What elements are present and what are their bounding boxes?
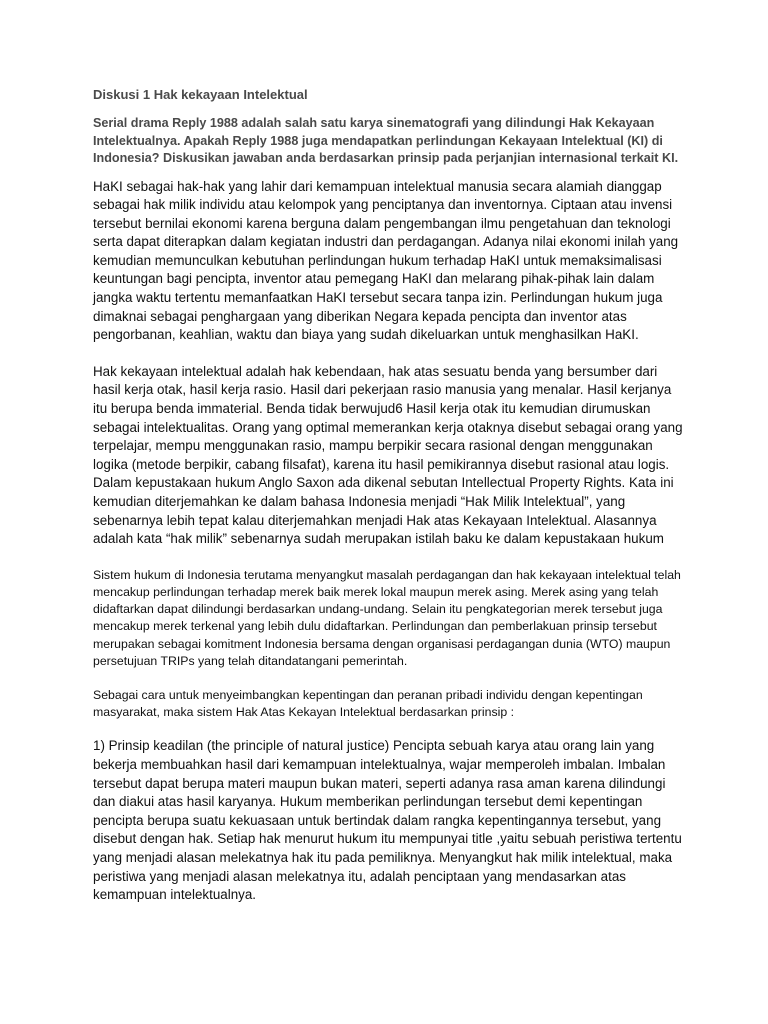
paragraph-prinsip-keadilan: 1) Prinsip keadilan (the principle of natural justice) Pencipta sebuah karya atau orang lain yang bekerja membuahkan hasil dari kemampuan intelektualnya, wajar memperoleh imbalan. Imbalan tersebut dapat berupa materi maupun bukan materi, seperti adanya rasa aman karena dilindungi dan diakui atas hasil karyanya. Hukum memberikan perlindungan tersebut demi kepentingan pencipta berupa suatu kekuasaan untuk bertindak dalam rangka kepentingannya tersebut, yang disebut dengan hak. Setiap hak menurut hukum itu mempunyai title ,yaitu sebuah peristiwa tertentu yang menjadi alasan melekatnya hak itu pada pemiliknya. Menyangkut hak milik intelektual, maka peristiwa yang menjadi alasan melekatnya itu, adalah penciptaan yang mendasarkan atas kemampuan intelektualnya.	[93, 738, 682, 903]
paragraph-sistem-hukum: Sistem hukum di Indonesia terutama menyangkut masalah perdagangan dan hak kekayaan intelektual telah mencakup perlindungan terhadap merek baik merek lokal maupun merek asing. Merek asing yang telah didaftarkan dapat dilindungi berdasarkan undang-undang. Selain itu pengkategorian merek tersebut juga mencakup merek terkenal yang lebih dulu didaftarkan. Perlindungan dan pemberlakuan prinsip tersebut merupakan sebagai komitment Indonesia bersama dengan organisasi perdagangan dunia (WTO) maupun persetujuan TRIPs yang telah ditandatangani pemerintah.	[93, 567, 681, 668]
discussion-question: Serial drama Reply 1988 adalah salah satu karya sinematografi yang dilindungi Hak Kekayaan Intelektualnya. Apakah Reply 1988 juga mendapatkan perlindungan Kekayaan Intelektual (KI) di Indonesia? Diskusikan jawaban anda berdasarkan prinsip pada perjanjian internasional terkait KI.	[93, 116, 679, 165]
paragraph-hak-kebendaan: Hak kekayaan intelektual adalah hak kebendaan, hak atas sesuatu benda yang bersumber dari hasil kerja otak, hasil kerja rasio. Hasil dari pekerjaan rasio manusia yang menalar. Hasil kerjanya itu berupa benda immaterial. Benda tidak berwujud6 Hasil kerja otak itu kemudian dirumuskan sebagai intelektualitas. Orang yang optimal memerankan kerja otaknya disebut sebagai orang yang terpelajar, mempu menggunakan rasio, mampu berpikir secara rasional dengan menggunakan logika (metode berpikir, cabang filsafat), karena itu hasil pemikirannya disebut rasional atau logis. Dalam kepustakaan hukum Anglo Saxon ada dikenal sebutan Intellectual Property Rights. Kata ini kemudian diterjemahkan ke dalam bahasa Indonesia menjadi “Hak Milik Intelektual”, yang sebenarnya lebih tepat kalau diterjemahkan menjadi Hak atas Kekayaan Intelektual. Alasannya adalah kata “hak milik” sebenarnya sudah merupakan istilah baku ke dalam kepustakaan hukum	[93, 363, 683, 547]
paragraph-prinsip-intro: Sebagai cara untuk menyeimbangkan kepentingan dan peranan pribadi individu dengan kepentingan masyarakat, maka sistem Hak Atas Kekayan Intelektual berdasarkan prinsip :	[93, 688, 643, 720]
document-page	[93, 86, 685, 923]
paragraph-haki-definition: HaKI sebagai hak-hak yang lahir dari kemampuan intelektual manusia secara alamiah dianggap sebagai hak milik individu atau kelompok yang penciptanya dan inventornya. Ciptaan atau invensi tersebut bernilai ekonomi karena berguna dalam pengembangan ilmu pengetahuan dan teknologi serta dapat diterapkan dalam kegiatan industri dan perdagangan. Adanya nilai ekonomi inilah yang kemudian memunculkan kebutuhan perlindungan hukum terhadap HaKI untuk memaksimalisasi keuntungan bagi pencipta, inventor atau pemegang HaKI dan melarang pihak-pihak lain dalam jangka waktu tertentu memanfaatkan HaKI tersebut secara tanpa izin. Perlindungan hukum juga dimaknai sebagai penghargaan yang diberikan Negara kepada pencipta dan inventor atas pengorbanan, keahlian, waktu dan biaya yang sudah dikeluarkan untuk menghasilkan HaKI.	[93, 178, 679, 343]
document-title: Diskusi 1 Hak kekayaan Intelektual	[93, 87, 308, 102]
